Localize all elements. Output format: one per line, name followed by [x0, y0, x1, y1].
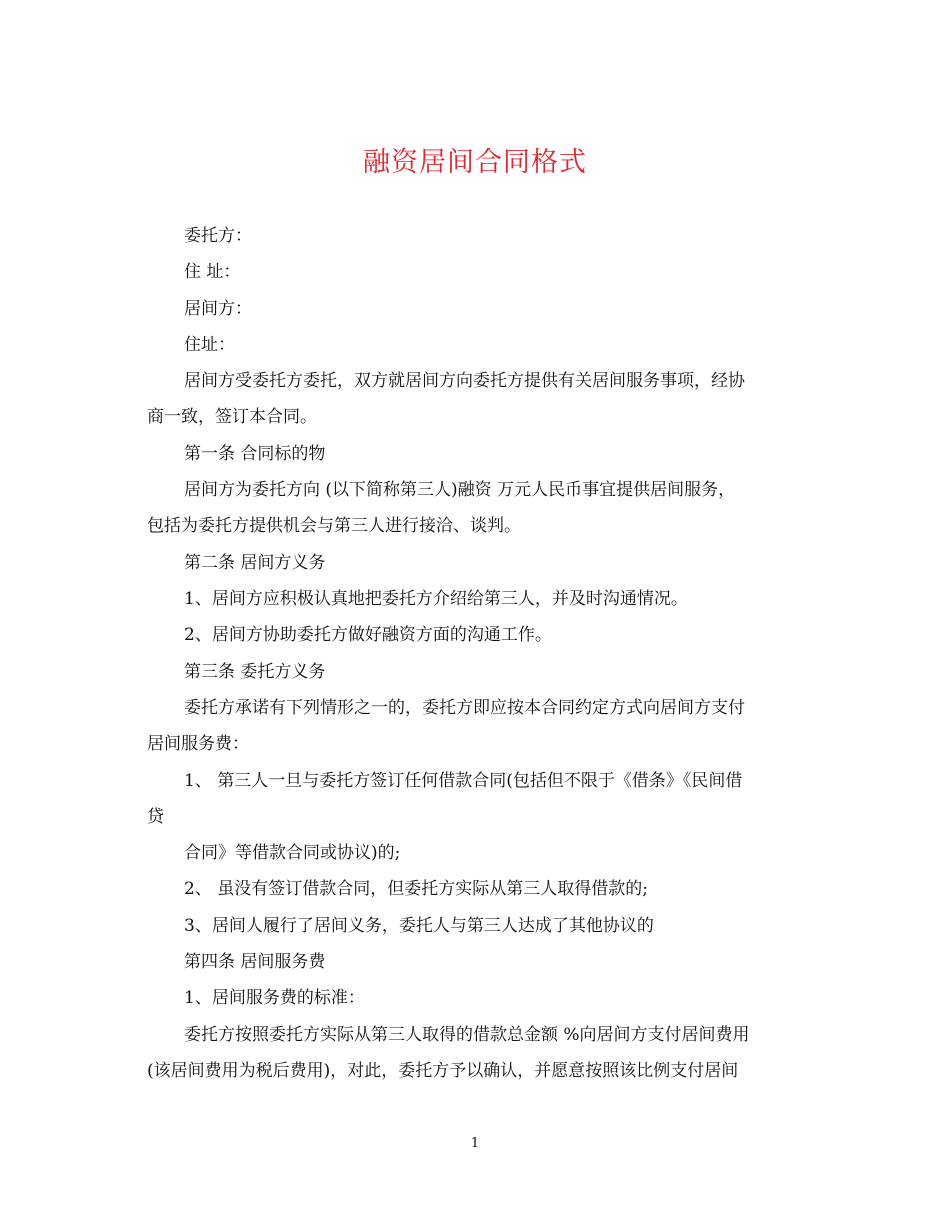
body-line-text: 1、 第三人一旦与委托方签订任何借款合同(包括但不限于《借条》《民间借: [184, 770, 743, 791]
body-line-text: 2、 虽没有签订借款合同，但委托方实际从第三人取得借款的;: [184, 879, 648, 900]
body-line-text: 第四条 居间服务费: [184, 952, 326, 972]
body-line: [147, 617, 807, 653]
body-line: [147, 291, 807, 327]
body-line: [147, 908, 807, 944]
body-line-text: 合同》等借款合同或协议)的;: [184, 843, 401, 864]
body-line-text: 居间方为委托方向 (以下简称第三人)融资 万元人民币事宜提供居间服务，: [184, 480, 736, 501]
body-line-continuation: (该居间费用为税后费用)，对此，委托方予以确认，并愿意按照该比例支付居间: [147, 1060, 739, 1081]
body-line-text: 居间方受委托方委托，双方就居间方向委托方提供有关居间服务事项，经协: [184, 371, 745, 392]
body-line-text: 居间方：: [184, 298, 252, 319]
body-line-text: 住址：: [184, 334, 235, 355]
body-line-continuation: 居间服务费：: [147, 733, 249, 754]
body-line-continuation: 包括为委托方提供机会与第三人进行接洽、谈判。: [147, 516, 521, 537]
body-line: [147, 327, 807, 363]
body-line-continuation: 商一致，签订本合同。: [147, 407, 317, 428]
body-line: [147, 545, 807, 581]
body-line: [147, 363, 807, 435]
body-line: [147, 690, 807, 762]
body-line-text: 1、居间方应积极认真地把委托方介绍给第三人，并及时沟通情况。: [184, 589, 688, 609]
body-line: [147, 218, 807, 254]
body-line-text: 第三条 委托方义务: [184, 661, 326, 682]
body-line: [147, 1017, 807, 1089]
body-line: [147, 472, 807, 544]
body-line-text: 3、居间人履行了居间义务，委托人与第三人达成了其他协议的: [184, 915, 654, 936]
document-title: 融资居间合同格式: [363, 147, 587, 178]
body-line: [147, 581, 807, 617]
body-line: [147, 254, 807, 290]
body-line-text: 1、居间服务费的标准：: [184, 988, 365, 1009]
body-line-text: 委托方：: [184, 226, 252, 246]
body-line-text: 委托方承诺有下列情形之一的，委托方即应按本合同约定方式向居间方支付: [184, 697, 745, 718]
body-line: [147, 944, 807, 980]
page-number: 1: [470, 1136, 480, 1151]
body-line: [147, 436, 807, 472]
body-line: [147, 980, 807, 1016]
body-line-text: 第一条 合同标的物: [184, 443, 326, 464]
body-line-text: 2、居间方协助委托方做好融资方面的沟通工作。: [184, 625, 552, 646]
body-line-text: 委托方按照委托方实际从第三人取得的借款总金额 %向居间方支付居间费用: [184, 1024, 750, 1045]
body-line: [147, 835, 807, 871]
body-line-text: 住 址：: [184, 262, 241, 283]
body-line: [147, 654, 807, 690]
body-line-text: 第二条 居间方义务: [184, 552, 326, 573]
body-line: [147, 871, 807, 907]
body-line-continuation: 贷: [147, 806, 164, 827]
body-line: [147, 763, 807, 835]
